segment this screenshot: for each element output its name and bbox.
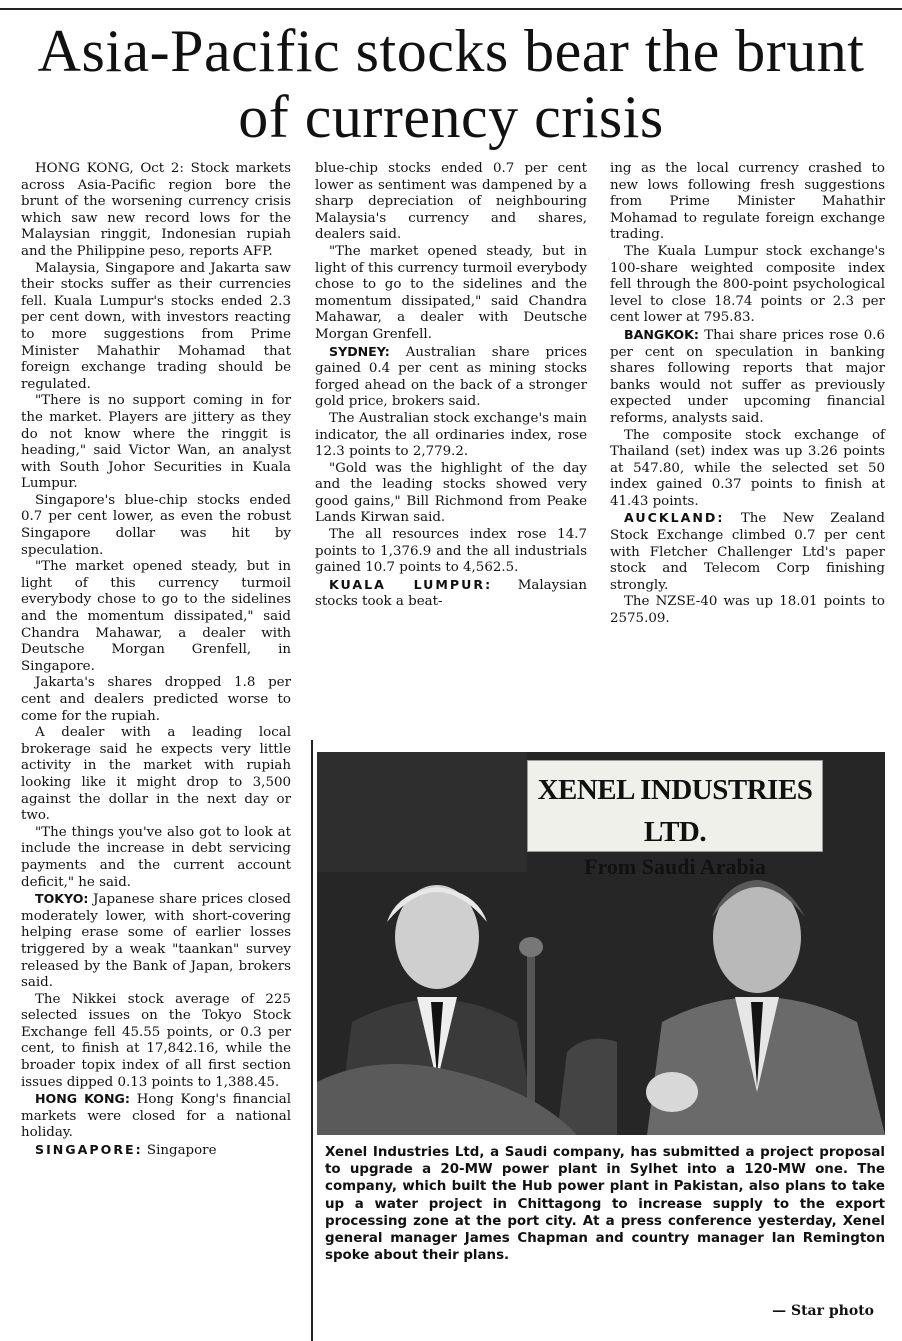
paragraph: "Gold was the highlight of the day and the leading stocks showed very good gains," Bill Richmond from Peake Lands Kirwan said. — [315, 460, 587, 526]
paragraph: ing as the local currency crashed to new lows following fresh suggestions from Prime Minister Mahathir Mohamad to regulate foreign exchange trading. — [610, 161, 885, 243]
press-conference-photo — [317, 752, 885, 1135]
paragraph: The all resources index rose 14.7 points to 1,376.9 and the all industrials gained 10.7 points to 4,562.5. — [315, 527, 587, 576]
paragraph: The Australian stock exchange's main indicator, the all ordinaries index, rose 12.3 points to 2,779.2. — [315, 410, 587, 460]
sydney-paragraph — [315, 344, 587, 411]
photo-caption: Xenel Industries Ltd, a Saudi company, has submitted a project proposal to upgrade a 20-MW power plant in Sylhet into a 120-MW one. The company, which built the Hub power plant in Pakistan, also plans to take up a water project in Chittagong to increase supply to the export processing zone at the port city. At a press conference yesterday, Xenel general manager James Chapman and country manager Ian Remington spoke about their plans. — [325, 1145, 885, 1264]
paragraph-text: Singapore — [142, 1143, 217, 1159]
bangkok-paragraph — [610, 327, 885, 428]
paragraph-text: Australian share prices gained 0.4 per cent as mining stocks forged ahead on the back of a stronger gold price, brokers said. — [315, 344, 587, 410]
banner-subtitle: From Saudi Arabia — [584, 854, 766, 879]
paragraph: Malaysia, Singapore and Jakarta saw their stocks suffer as their currencies fell. Kuala Lumpur's stocks ended 2.3 per cent down, with investors reacting to more suggestions from Prime Minister Mahathir Mohamad that foreign exchange trading should be regulated. — [21, 260, 291, 392]
auckland-paragraph — [610, 510, 885, 594]
dateline-bangkok: BANGKOK: — [624, 326, 699, 342]
xenel-banner — [527, 760, 823, 879]
paragraph-text: Hong Kong's financial markets were closed for a national holiday. — [21, 1092, 291, 1141]
paragraph: A dealer with a leading local brokerage said he expects very little activity in the market with rupiah looking like it might drop to 3,500 against the dollar in the next day or two. — [21, 725, 291, 824]
photo-block — [311, 740, 896, 1341]
paragraph: The Nikkei stock average of 225 selected issues on the Tokyo Stock Exchange fell 45.55 points, or 0.3 per cent, to finish at 17,842.16, while the broader topix index of all first section issues dipped 0.13 points to 1,388.45. — [21, 991, 291, 1090]
headline: Asia-Pacific stocks bear the brunt of currency crisis — [37, 18, 865, 150]
tokyo-paragraph — [21, 891, 291, 992]
banner-title: XENEL INDUSTRIES LTD. — [537, 774, 813, 848]
article-column-1 — [21, 161, 291, 1341]
paragraph: The NZSE-40 was up 18.01 points to 2575.09. — [610, 594, 885, 627]
paragraph: Jakarta's shares dropped 1.8 per cent and dealers predicted worse to come for the rupiah. — [21, 675, 291, 724]
photo-credit: — Star photo — [772, 1303, 874, 1319]
paragraph-text: Thai share prices rose 0.6 per cent on speculation in banking shares following reports that major banks would not suffer as previously expected under upcoming financial reforms, analysts said. — [610, 327, 885, 426]
article-column-2 — [315, 161, 587, 741]
paragraph: HONG KONG, Oct 2: Stock markets across Asia-Pacific region bore the brunt of the worsening currency crisis which saw new record lows for the Malaysian ringgit, Indonesian rupiah and the Philippine peso, reports AFP. — [21, 161, 291, 259]
dateline-kualalumpur: KUALA LUMPUR: — [329, 576, 493, 592]
top-rule — [0, 8, 902, 10]
hongkong-paragraph — [21, 1091, 291, 1142]
paragraph: "The market opened steady, but in light of this currency turmoil everybody chose to go to the sidelines and the momentum dissipated," said Chandra Mahawar, a dealer with Deutsche Morgan Grenfell. — [315, 243, 587, 342]
dateline-hongkong: HONG KONG: — [35, 1091, 130, 1107]
paragraph-text: Malaysian stocks took a beat- — [315, 577, 587, 610]
paragraph: Singapore's blue-chip stocks ended 0.7 per cent lower, as even the robust Singapore dollar was hit by speculation. — [21, 492, 291, 558]
hand — [646, 1072, 698, 1112]
singapore-paragraph — [21, 1142, 291, 1160]
paragraph: "There is no support coming in for the market. Players are jittery as they do not know where the ringgit is heading," said Victor Wan, an analyst with South Johor Securities in Kuala Lumpur. — [21, 393, 291, 492]
microphone-icon — [519, 937, 543, 957]
kualalumpur-paragraph — [315, 577, 587, 611]
paragraph: The Kuala Lumpur stock exchange's 100-share weighted composite index fell through the 800-point psychological level to close 18.74 points or 2.3 per cent lower at 795.83. — [610, 243, 885, 326]
article-column-3 — [610, 161, 885, 741]
dateline-singapore: SINGAPORE: — [35, 1142, 143, 1158]
paragraph: "The market opened steady, but in light of this currency turmoil everybody chose to go to the sidelines and the momentum dissipated," said Chandra Mahawar, a dealer with Deutsche Morgan Grenfell, in Singapore. — [21, 559, 291, 674]
paragraph: The composite stock exchange of Thailand (set) index was up 3.26 points at 547.80, while the selected set 50 index gained 0.37 points to finish at 41.43 points. — [610, 427, 885, 509]
paragraph: blue-chip stocks ended 0.7 per cent lower as sentiment was dampened by a sharp depreciation of neighbouring Malaysia's currency and shares, dealers said. — [315, 161, 587, 243]
paragraph-text: Japanese share prices closed moderately lower, with short-covering helping erase some of earlier losses triggered by a weak "taankan" survey released by the Bank of Japan, brokers said. — [21, 892, 291, 991]
dateline-tokyo: TOKYO: — [35, 891, 89, 907]
paragraph: "The things you've also got to look at include the increase in debt servicing payments and the current account deficit," he said. — [21, 824, 291, 890]
dateline-sydney: SYDNEY: — [329, 343, 390, 359]
paragraph-text: The New Zealand Stock Exchange climbed 0.7 per cent with Fletcher Challenger Ltd's paper stock and Telecom Corp finishing strongly. — [610, 511, 885, 593]
dateline-auckland: AUCKLAND: — [624, 510, 725, 526]
